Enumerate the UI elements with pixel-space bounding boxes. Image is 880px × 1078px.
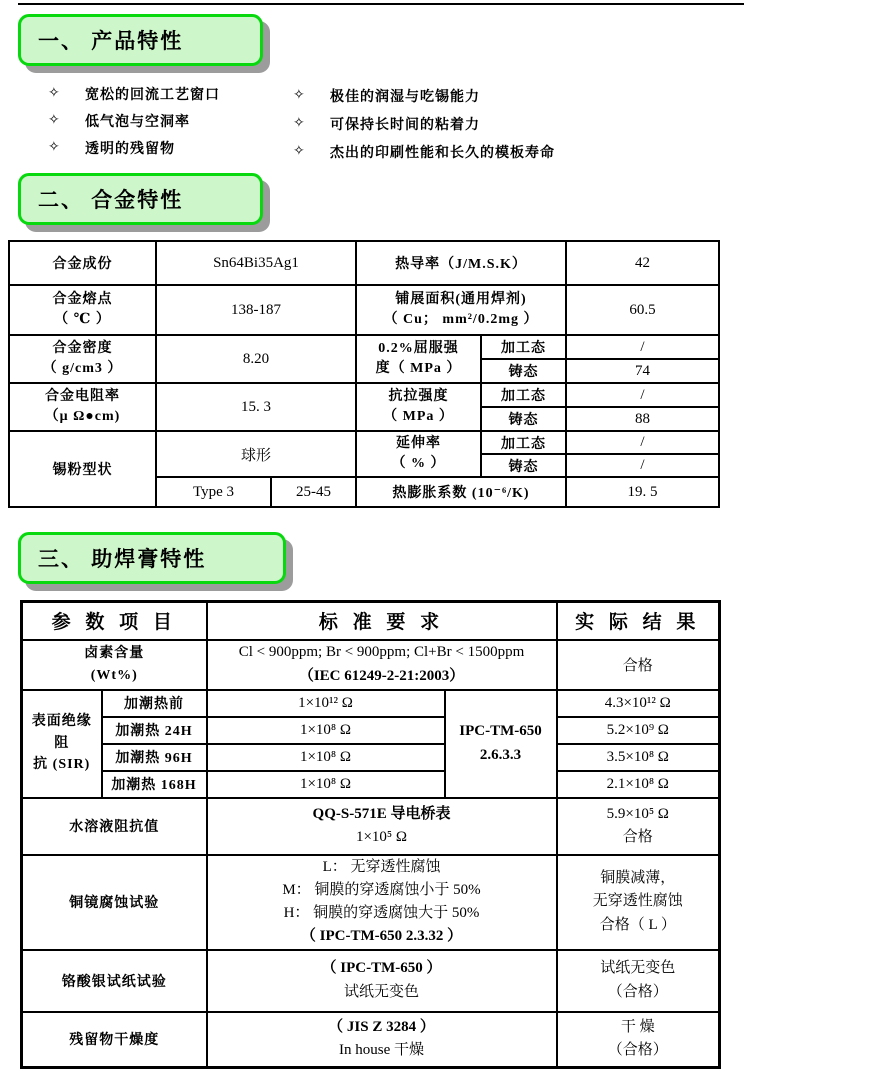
yield-worked-value: / — [566, 335, 719, 359]
silver-chromate-result — [557, 950, 720, 1012]
residue-result-line2: （合格） — [607, 1042, 668, 1059]
header-parameter: 参 数 项 目 — [22, 602, 207, 640]
elongation-label-line1: 延伸率 — [396, 435, 442, 451]
section-2-label: 二、 合金特性 — [38, 188, 184, 212]
copper-standard-line1: L： 无穿透性腐蚀 — [322, 858, 441, 875]
density-value: 8.20 — [156, 335, 356, 383]
aqueous-resistance-label: 水溶液阻抗值 — [22, 798, 207, 855]
elongation-unit: （ % ） — [391, 456, 446, 471]
sir-method — [445, 690, 557, 798]
cast-state-label: 铸态 — [481, 359, 566, 383]
sir-method-line1: IPC-TM-650 — [459, 723, 542, 740]
silver-result-line1: 试纸无变色 — [600, 960, 676, 977]
table-row — [9, 431, 719, 454]
table-row — [22, 640, 720, 690]
residue-standard-line2: In house 干燥 — [339, 1042, 425, 1059]
diamond-bullet-icon: ✧ — [293, 88, 306, 103]
alloy-composition-value: Sn64Bi35Ag1 — [156, 241, 356, 285]
sir-condition: 加潮热 96H — [102, 744, 207, 771]
density-label — [9, 335, 156, 383]
halogen-result: 合格 — [557, 640, 720, 690]
alloy-composition-label: 合金成份 — [9, 241, 156, 285]
table-row — [22, 771, 720, 798]
residue-standard-line1: （ JIS Z 3284 ） — [328, 1019, 435, 1035]
feature-text: 可保持长时间的粘着力 — [330, 117, 480, 133]
yield-cast-value: 74 — [566, 359, 719, 383]
density-unit: （ g/cm3 ） — [42, 361, 123, 376]
silver-standard-line2: 试纸无变色 — [344, 983, 420, 1000]
residue-dryness-label: 残留物干燥度 — [22, 1012, 207, 1068]
diamond-bullet-icon: ✧ — [48, 86, 61, 101]
sir-label-line1: 表面绝缘阻 — [31, 713, 92, 751]
feature-text: 极佳的润湿与吃锡能力 — [330, 89, 480, 105]
aqueous-standard-line2: 1×10⁵ Ω — [355, 829, 408, 845]
section-1-label: 一、 产品特性 — [38, 29, 184, 53]
spread-area-label — [356, 285, 566, 335]
diamond-bullet-icon: ✧ — [48, 113, 61, 128]
elongation-worked-value: / — [566, 431, 719, 454]
diamond-bullet-icon: ✧ — [293, 116, 306, 131]
sir-label — [22, 690, 102, 798]
copper-mirror-standard — [207, 855, 557, 950]
copper-mirror-label: 铜镜腐蚀试验 — [22, 855, 207, 950]
spread-area-value: 60.5 — [566, 285, 719, 335]
section-3-label: 三、 助焊膏特性 — [38, 547, 207, 571]
tensile-strength-label — [356, 383, 481, 431]
copper-standard-line4: （ IPC-TM-650 2.3.32 ） — [300, 928, 463, 945]
feature-text: 低气泡与空洞率 — [85, 114, 190, 130]
header-result: 实 际 结 果 — [557, 602, 720, 640]
cast-state-label: 铸态 — [481, 407, 566, 431]
table-row — [9, 241, 719, 285]
feature-item — [293, 114, 555, 133]
sir-standard: 1×10⁸ Ω — [207, 744, 445, 771]
feature-text: 透明的残留物 — [85, 141, 175, 157]
sir-method-line2: 2.6.3.3 — [479, 746, 522, 763]
feature-list-right — [293, 86, 555, 170]
residue-dryness-standard — [207, 1012, 557, 1068]
sir-standard: 1×10⁸ Ω — [207, 717, 445, 744]
residue-result-line1: 干 燥 — [620, 1019, 655, 1035]
worked-state-label: 加工态 — [481, 383, 566, 407]
table-row — [22, 798, 720, 855]
cast-state-label: 铸态 — [481, 454, 566, 477]
tensile-strength-unit: （ MPa ） — [383, 409, 454, 424]
diamond-bullet-icon: ✧ — [293, 144, 306, 159]
feature-list-left — [48, 84, 220, 165]
copper-result-line2: 无穿透性腐蚀 — [592, 893, 683, 910]
halogen-standard — [207, 640, 557, 690]
tensile-worked-value: / — [566, 383, 719, 407]
table-row — [9, 383, 719, 407]
tensile-cast-value: 88 — [566, 407, 719, 431]
aqueous-result-line2: 合格 — [622, 829, 653, 845]
yield-strength-label — [356, 335, 481, 383]
copper-standard-line3: H： 铜膜的穿透腐蚀大于 50% — [283, 905, 480, 921]
worked-state-label: 加工态 — [481, 431, 566, 454]
powder-shape-value: 球形 — [156, 431, 356, 477]
aqueous-resistance-result — [557, 798, 720, 855]
copper-result-line1: 铜膜减薄， — [600, 870, 676, 887]
sir-condition: 加潮热前 — [102, 690, 207, 717]
cte-value: 19. 5 — [566, 477, 719, 507]
resistivity-value: 15. 3 — [156, 383, 356, 431]
spread-area-label-line1: 铺展面积(通用焊剂) — [395, 291, 527, 307]
aqueous-result-line1: 5.9×10⁵ Ω — [606, 805, 669, 822]
yield-strength-label-line2: 度（ MPa ） — [375, 361, 462, 376]
powder-shape-label: 锡粉型状 — [9, 431, 156, 507]
table-row — [22, 855, 720, 950]
aqueous-resistance-standard — [207, 798, 557, 855]
melting-point-label — [9, 285, 156, 335]
silver-chromate-standard — [207, 950, 557, 1012]
sir-condition: 加潮热 168H — [102, 771, 207, 798]
melting-point-label-line1: 合金熔点 — [52, 291, 113, 307]
header-standard: 标 准 要 求 — [207, 602, 557, 640]
powder-size-value: 25-45 — [271, 477, 356, 507]
section-title-flux-properties — [18, 532, 286, 584]
residue-dryness-result — [557, 1012, 720, 1068]
resistivity-label — [9, 383, 156, 431]
aqueous-standard-line1: QQ-S-571E 导电桥表 — [312, 805, 451, 822]
resistivity-unit: （μ Ω●cm) — [44, 409, 121, 424]
melting-point-unit: （ ℃ ） — [54, 312, 111, 327]
table-row — [22, 717, 720, 744]
sir-result: 5.2×10⁹ Ω — [557, 717, 720, 744]
table-row — [22, 690, 720, 717]
alloy-properties-table — [8, 240, 720, 508]
sir-result: 2.1×10⁸ Ω — [557, 771, 720, 798]
sir-standard: 1×10¹² Ω — [207, 690, 445, 717]
elongation-label — [356, 431, 481, 477]
flux-properties-table — [20, 600, 721, 1069]
copper-result-line3: 合格（ L ） — [599, 916, 676, 933]
feature-item — [48, 138, 220, 157]
table-row — [22, 1012, 720, 1068]
feature-item — [293, 142, 555, 161]
worked-state-label: 加工态 — [481, 335, 566, 359]
table-row — [9, 285, 719, 335]
copper-mirror-result — [557, 855, 720, 950]
elongation-cast-value: / — [566, 454, 719, 477]
copper-standard-line2: M： 铜膜的穿透腐蚀小于 50% — [282, 881, 481, 898]
spread-area-unit: （ Cu； mm²/0.2mg ） — [383, 312, 539, 327]
silver-chromate-label: 铬酸银试纸试验 — [22, 950, 207, 1012]
feature-item — [293, 86, 555, 105]
sir-condition: 加潮热 24H — [102, 717, 207, 744]
table-row — [22, 744, 720, 771]
thermal-conductivity-label: 热导率（J/M.S.K） — [356, 241, 566, 285]
sir-result: 4.3×10¹² Ω — [557, 690, 720, 717]
diamond-bullet-icon: ✧ — [48, 140, 61, 155]
header-rule — [18, 3, 744, 5]
tensile-strength-label-line1: 抗拉强度 — [388, 388, 449, 404]
melting-point-value: 138-187 — [156, 285, 356, 335]
table-row — [22, 950, 720, 1012]
density-label-line1: 合金密度 — [52, 340, 113, 356]
silver-result-line2: （合格） — [607, 983, 668, 1000]
halogen-label-line2: (Wt%) — [90, 667, 138, 683]
resistivity-label-line1: 合金电阻率 — [45, 388, 120, 404]
halogen-label — [22, 640, 207, 690]
sir-result: 3.5×10⁸ Ω — [557, 744, 720, 771]
thermal-conductivity-value: 42 — [566, 241, 719, 285]
halogen-standard-line1: Cl < 900ppm; Br < 900ppm; Cl+Br < 1500ppm — [238, 644, 525, 661]
halogen-label-line1: 卤素含量 — [84, 645, 145, 661]
section-title-product-features — [18, 14, 263, 66]
powder-type-value: Type 3 — [156, 477, 271, 507]
yield-strength-label-line1: 0.2%屈服强 — [378, 340, 459, 356]
sir-standard: 1×10⁸ Ω — [207, 771, 445, 798]
feature-text: 杰出的印刷性能和长久的模板寿命 — [330, 145, 555, 161]
silver-standard-line1: （ IPC-TM-650 ） — [321, 960, 442, 977]
halogen-standard-line2: （IEC 61249-2-21:2003） — [298, 667, 465, 684]
table-row — [9, 335, 719, 359]
feature-item — [48, 84, 220, 103]
section-title-alloy-properties — [18, 173, 263, 225]
table-header-row — [22, 602, 720, 640]
sir-label-line2: 抗 (SIR) — [33, 757, 91, 773]
feature-item — [48, 111, 220, 130]
feature-text: 宽松的回流工艺窗口 — [85, 87, 220, 103]
cte-label: 热膨胀系数 (10⁻⁶/K) — [356, 477, 566, 507]
